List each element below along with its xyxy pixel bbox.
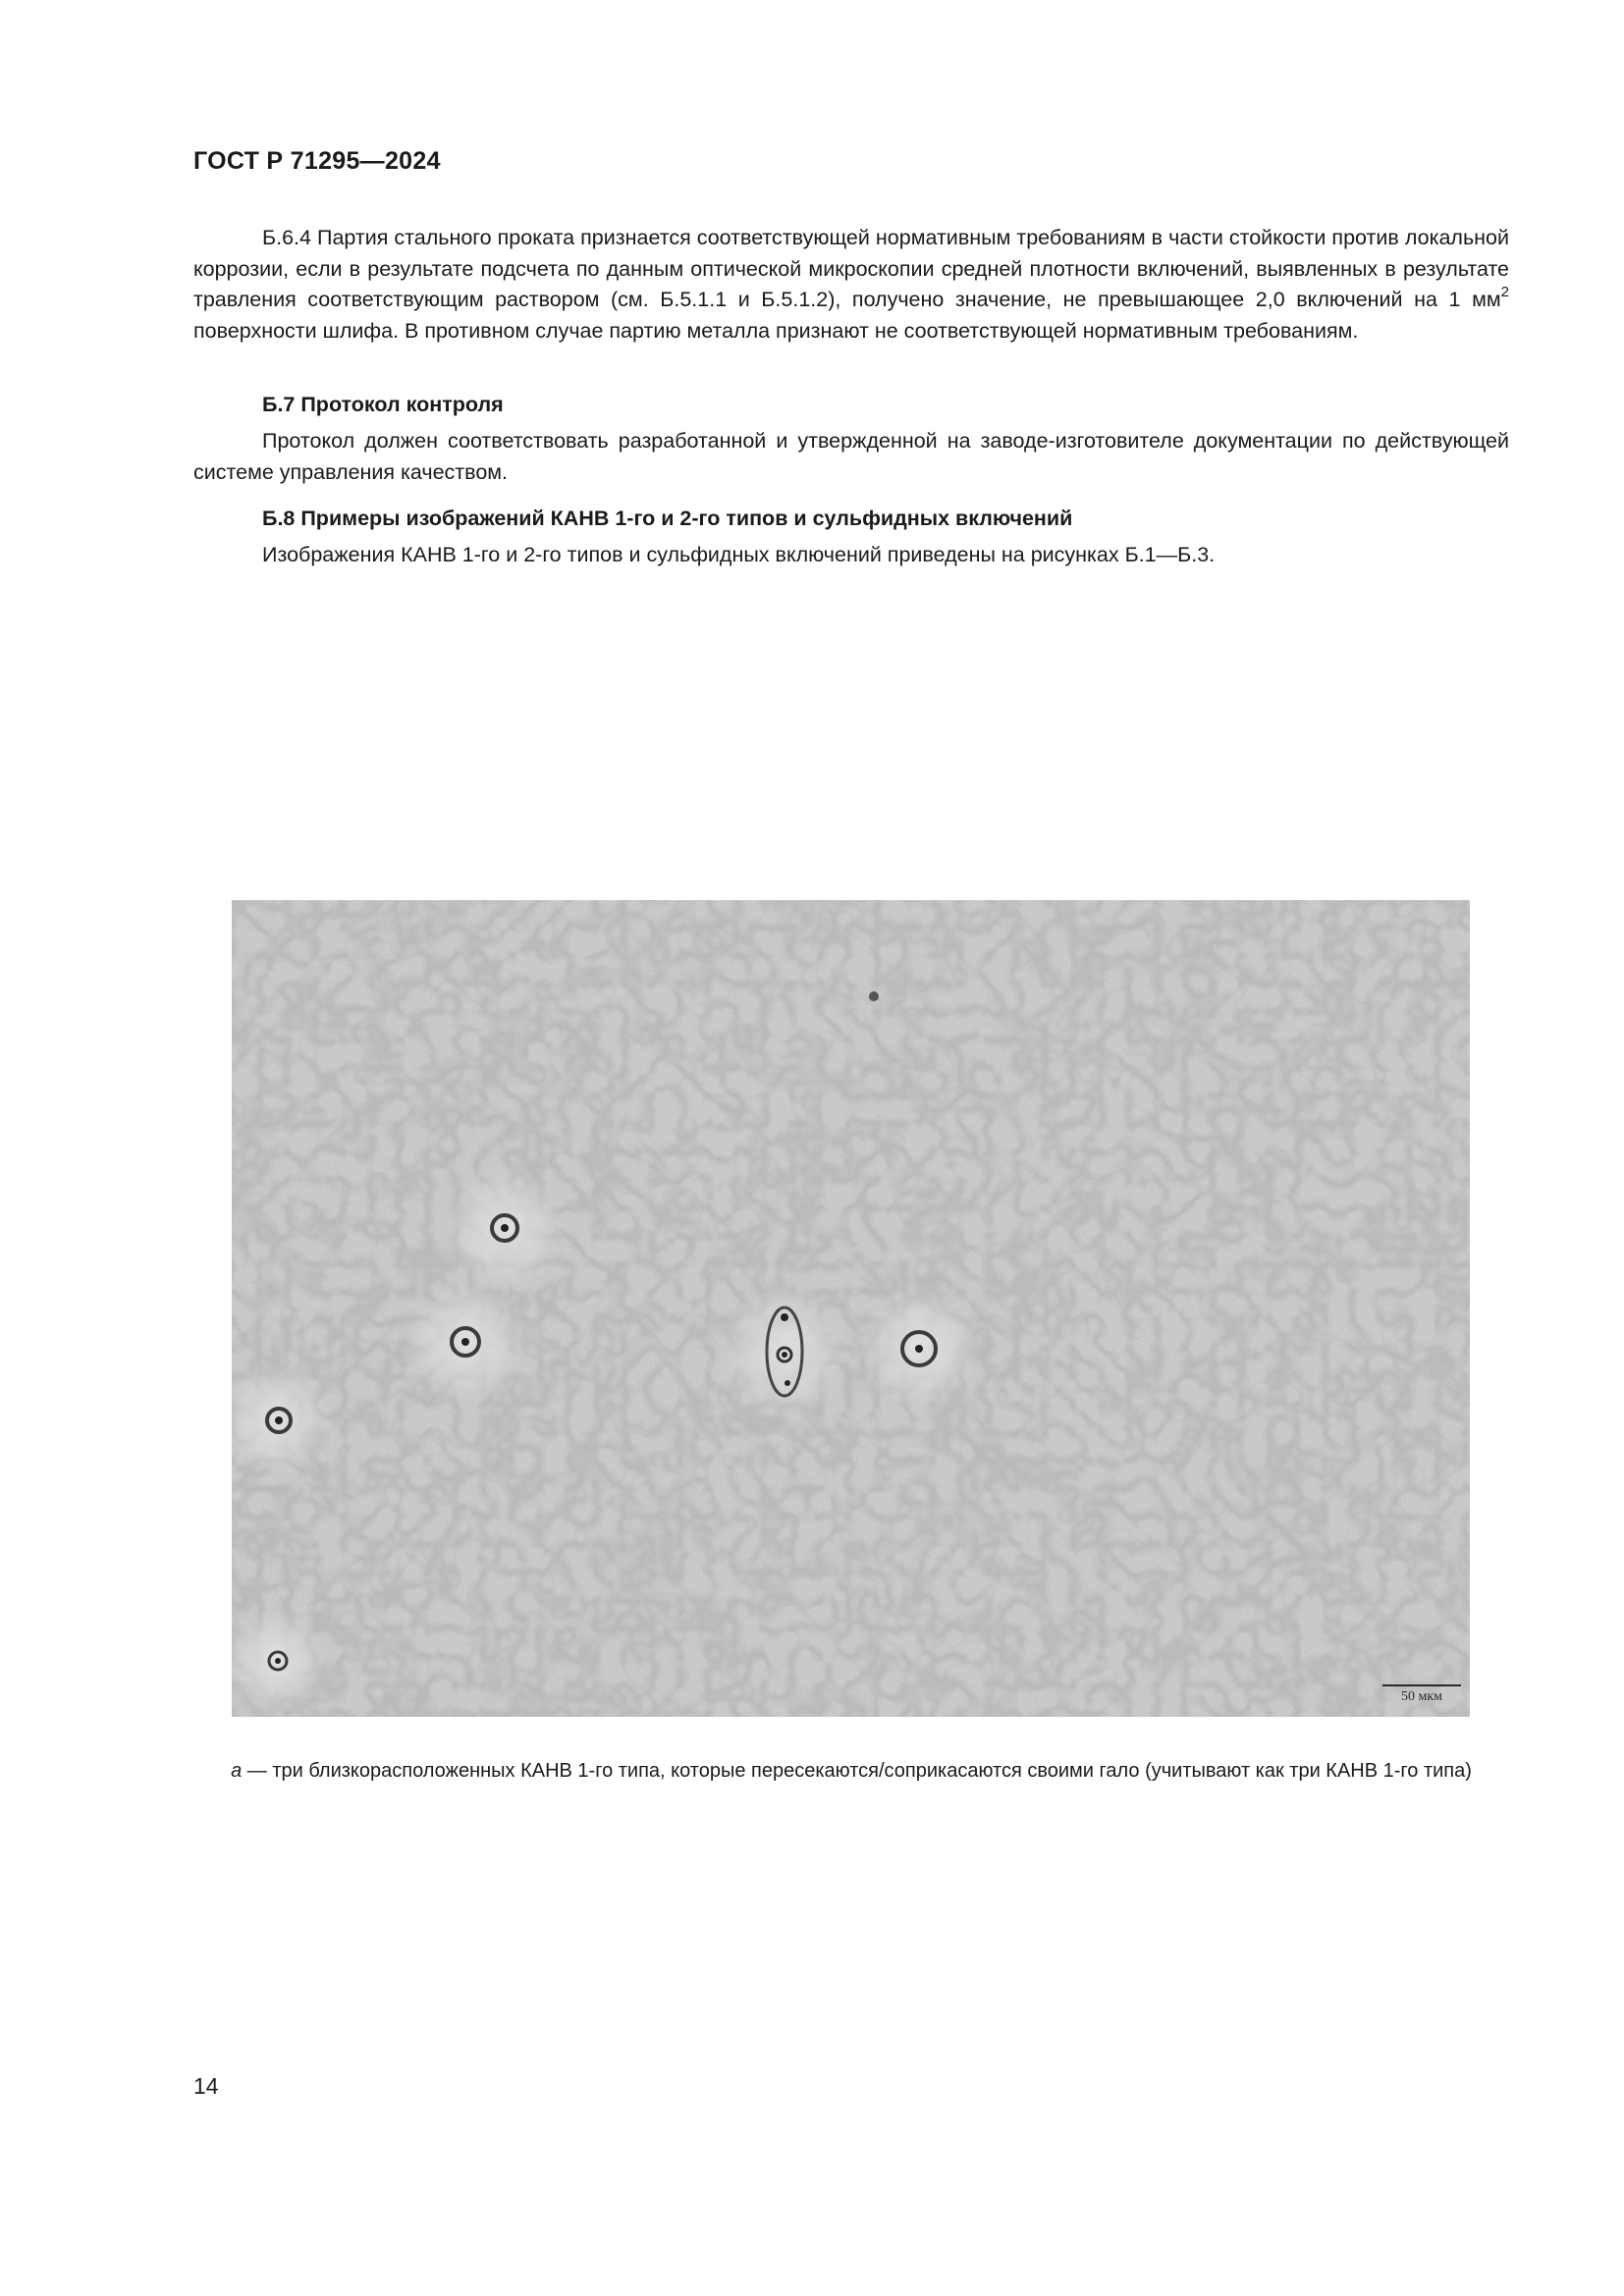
inclusion-dot: [869, 991, 879, 1001]
figure-caption: [193, 1757, 1509, 1786]
scale-bar-label: 50 мкм: [1400, 1689, 1443, 1704]
micrograph-image: [232, 900, 1470, 1717]
paragraph-b64-text-end: поверхности шлифа. В противном случае партию металла признают не соответствующей нормативным требованиям.: [193, 318, 1359, 343]
heading-b7: Б.7 Протокол контроля: [262, 393, 504, 416]
micrograph-figure: [232, 900, 1470, 1717]
paragraph-b8: Изображения КАНВ 1-го и 2-го типов и сульфидных включений приведены на рисунках Б.1—Б.3.: [262, 543, 1216, 566]
heading-b8: Б.8 Примеры изображений КАНВ 1-го и 2-го типов и сульфидных включений: [262, 507, 1073, 530]
paragraph-b64: [193, 223, 1509, 347]
page-number: 14: [193, 2073, 219, 2099]
paragraph-b64-text-start: Б.6.4 Партия стального проката признается соответствующей нормативным требованиям в части стойкости против локальной коррозии, если в результате подсчета по данным оптической микроскопии средней плотности включений, выявленных в результате травления соответствующим раствором (см. Б.5.1.1 и Б.5.1.2), получено значение, не превышающее 2,0 включений на 1 мм: [193, 226, 1509, 311]
paragraph-b7: Протокол должен соответствовать разработанной и утвержденной на заводе-изготовителе документации по действующей системе управления качеством.: [193, 429, 1509, 484]
page-header: ГОСТ Р 71295—2024: [193, 147, 441, 175]
caption-letter: а: [231, 1760, 243, 1782]
caption-text: — три близкорасположенных КАНВ 1-го типа, которые пересекаются/соприкасаются своими гало (учитывают как три КАНВ 1-го типа): [242, 1760, 1472, 1782]
superscript: 2: [1500, 283, 1509, 300]
